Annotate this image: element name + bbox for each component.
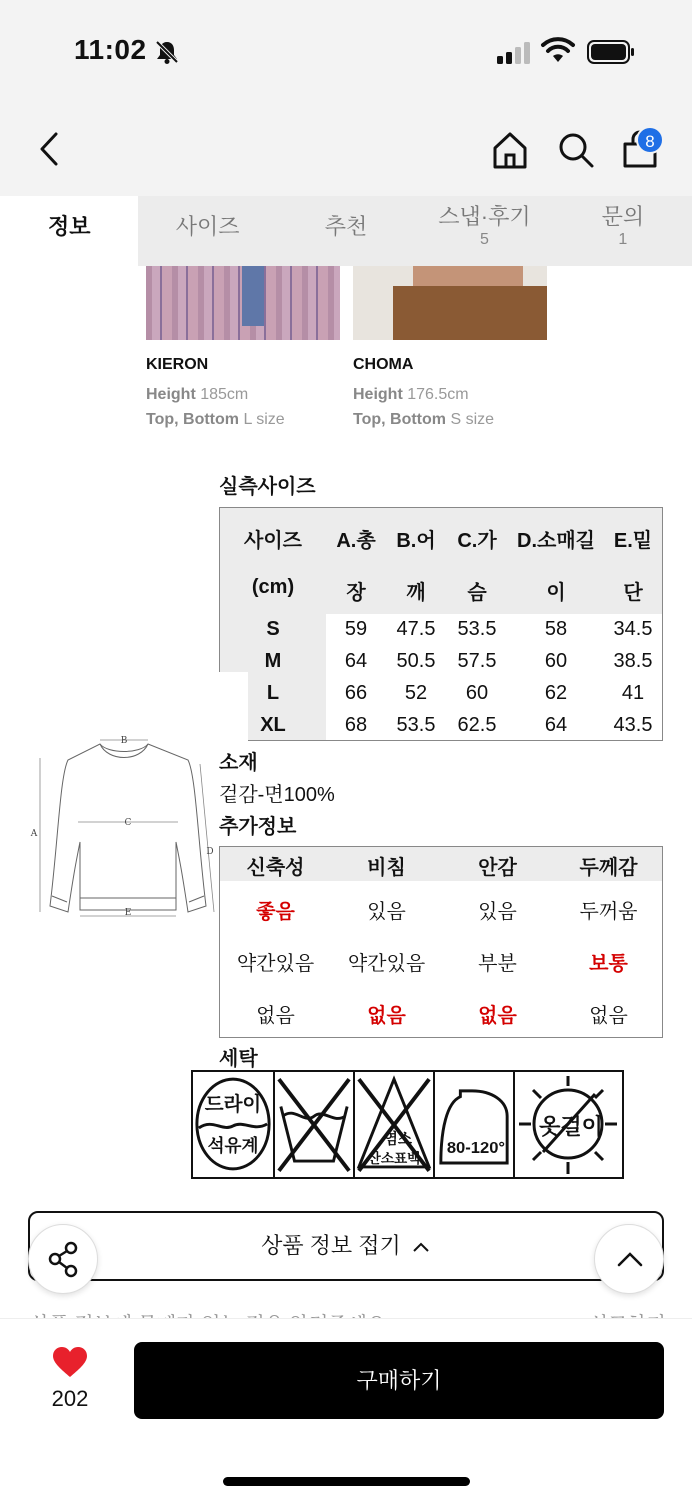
extra-cell: 약간있음 xyxy=(347,953,426,975)
extra-cell: 없음 xyxy=(589,1005,628,1027)
model-fit-value: L size xyxy=(243,411,285,428)
hanger-dry-text: 옷걸이 xyxy=(539,1114,603,1139)
size-cell: 64 xyxy=(344,650,368,672)
material-text: 겉감-면100% xyxy=(219,784,335,806)
size-cell: 47.5 xyxy=(396,618,436,640)
extra-cell-selected: 보통 xyxy=(589,953,628,975)
tab-info-label: 정보 xyxy=(47,214,91,239)
size-cell: 41 xyxy=(621,682,645,704)
size-row-label: L xyxy=(266,682,280,704)
extra-cell: 두꺼움 xyxy=(579,901,638,923)
product-tab-bar xyxy=(0,196,692,266)
size-cell: 52 xyxy=(404,682,428,704)
size-guide-sketch xyxy=(0,672,248,972)
scroll-top-button[interactable] xyxy=(594,1224,664,1294)
iron-temperature-text: 80-120° xyxy=(446,1138,506,1158)
model-height xyxy=(146,386,248,404)
size-header-cell: A.총 xyxy=(336,530,376,552)
no-tumble-dry-icon xyxy=(515,1072,621,1177)
chevron-up-icon xyxy=(595,1225,665,1295)
size-cell: 58 xyxy=(544,618,568,640)
size-cell: 60 xyxy=(544,650,568,672)
size-cell: 60 xyxy=(465,682,489,704)
model-fit-label: Top, Bottom xyxy=(353,411,447,428)
share-icon xyxy=(29,1225,99,1295)
material-title: 소재 xyxy=(219,752,258,774)
size-cell: 34.5 xyxy=(613,618,653,640)
size-header-cell: 사이즈 xyxy=(244,530,302,552)
size-header-cell: 슴 xyxy=(467,582,487,604)
model-photo-skirt xyxy=(393,286,547,340)
size-cell: 53.5 xyxy=(457,618,497,640)
chevron-up-icon xyxy=(411,1240,431,1254)
size-cell: 59 xyxy=(344,618,368,640)
tab-inquiry-label: 문의 xyxy=(601,204,645,229)
extra-cell: 없음 xyxy=(256,1005,295,1027)
cellular-signal-icon xyxy=(497,42,533,64)
search-icon[interactable] xyxy=(556,130,596,170)
model-fit-value: S size xyxy=(450,411,495,428)
model-fit-label: Top, Bottom xyxy=(146,411,240,428)
extra-cell: 약간있음 xyxy=(236,953,315,975)
size-header-cell: C.가 xyxy=(457,530,497,552)
sketch-label-c: C xyxy=(124,818,132,828)
tab-size[interactable] xyxy=(138,196,276,266)
model-photo-tie xyxy=(242,266,264,326)
size-row-label: M xyxy=(264,650,282,672)
tab-info[interactable] xyxy=(0,196,138,266)
no-bleach-top-text: 염소 xyxy=(383,1131,413,1148)
tab-recommend-label: 추천 xyxy=(324,214,368,239)
iron-icon xyxy=(435,1072,515,1177)
top-nav-bar xyxy=(0,100,692,196)
size-cell: 66 xyxy=(344,682,368,704)
no-hand-wash-icon xyxy=(275,1072,355,1177)
model-height xyxy=(353,386,469,404)
back-chevron-icon[interactable] xyxy=(36,130,60,168)
size-row-label: XL xyxy=(260,714,286,736)
size-cell: 50.5 xyxy=(396,650,436,672)
size-cell: 62 xyxy=(544,682,568,704)
bell-off-icon xyxy=(154,40,180,64)
size-header-cell: 단 xyxy=(623,582,643,604)
extra-header-cell: 비침 xyxy=(367,857,406,879)
no-bleach-bottom-text: 산소표백 xyxy=(367,1151,421,1167)
extra-header-cell: 두께감 xyxy=(579,857,638,879)
sketch-label-a: A xyxy=(30,829,38,839)
home-icon[interactable] xyxy=(490,130,530,170)
sketch-label-d: D xyxy=(206,847,214,857)
size-cell: 64 xyxy=(544,714,568,736)
size-table xyxy=(219,507,663,741)
wifi-icon xyxy=(542,38,574,64)
extra-info-title: 추가정보 xyxy=(219,816,297,838)
size-cell: 43.5 xyxy=(613,714,653,736)
collapse-label: 상품 정보 접기 xyxy=(261,1233,401,1258)
laundry-title: 세탁 xyxy=(219,1048,258,1070)
size-header-cell: E.밑 xyxy=(613,530,653,552)
size-cell: 38.5 xyxy=(613,650,653,672)
extra-cell: 부분 xyxy=(478,953,517,975)
size-header-cell: D.소매길 xyxy=(517,530,595,552)
buy-button[interactable]: 구매하기 xyxy=(134,1342,664,1419)
sketch-label-b: B xyxy=(120,736,128,746)
model-height-label: Height xyxy=(146,386,196,403)
model-fit xyxy=(353,411,494,429)
cart-count-badge: 8 xyxy=(636,126,664,154)
heart-icon[interactable] xyxy=(52,1346,88,1378)
dry-clean-top-text: 드라이 xyxy=(204,1093,262,1116)
tab-snap-review-label: 스냅·후기 xyxy=(438,204,531,229)
sweatshirt-diagram xyxy=(0,672,248,972)
size-header-cell: 깨 xyxy=(406,582,426,604)
extra-cell-selected: 좋음 xyxy=(256,901,295,923)
extra-info-table xyxy=(219,846,663,1038)
model-name: CHOMA xyxy=(353,356,414,373)
sketch-label-e: E xyxy=(124,908,132,918)
size-cell: 53.5 xyxy=(396,714,436,736)
laundry-symbols xyxy=(191,1070,624,1179)
extra-cell-selected: 없음 xyxy=(367,1005,406,1027)
extra-header-cell: 안감 xyxy=(478,857,517,879)
tab-inquiry-count: 1 xyxy=(618,231,628,248)
model-height-value: 176.5cm xyxy=(407,386,469,403)
like-count: 202 xyxy=(51,1386,89,1411)
collapse-product-info-button[interactable] xyxy=(28,1211,664,1281)
tab-snap-review[interactable] xyxy=(415,196,553,266)
size-section-title: 실측사이즈 xyxy=(219,476,316,498)
model-height-label: Height xyxy=(353,386,403,403)
size-header-cell: 장 xyxy=(346,582,366,604)
model-photo-choma[interactable] xyxy=(353,266,547,340)
share-button[interactable] xyxy=(28,1224,98,1294)
tab-size-label: 사이즈 xyxy=(175,214,240,239)
size-header-cell: B.어 xyxy=(396,530,436,552)
size-row-label: S xyxy=(266,618,280,640)
home-indicator xyxy=(223,1477,470,1486)
tab-recommend[interactable] xyxy=(277,196,415,266)
battery-icon xyxy=(587,40,635,64)
status-bar xyxy=(0,0,692,100)
size-cell: 57.5 xyxy=(457,650,497,672)
model-name: KIERON xyxy=(146,356,209,373)
size-header-cell: (cm) xyxy=(251,576,295,598)
dry-clean-bottom-text: 석유계 xyxy=(207,1135,259,1156)
model-photo-skin xyxy=(413,266,523,288)
dry-clean-icon xyxy=(193,1072,275,1177)
size-cell: 68 xyxy=(344,714,368,736)
extra-header-cell: 신축성 xyxy=(246,857,305,879)
size-cell: 62.5 xyxy=(457,714,497,736)
status-time: 11:02 xyxy=(74,34,147,65)
model-height-value: 185cm xyxy=(200,386,249,403)
extra-cell: 있음 xyxy=(478,901,517,923)
extra-cell-selected: 없음 xyxy=(478,1005,517,1027)
model-photo-kieron[interactable] xyxy=(146,266,340,340)
no-bleach-icon xyxy=(355,1072,435,1177)
extra-cell: 있음 xyxy=(367,901,406,923)
tab-inquiry[interactable] xyxy=(554,196,692,266)
model-fit xyxy=(146,411,285,429)
tab-snap-review-count: 5 xyxy=(479,231,489,248)
size-header-cell: 이 xyxy=(546,582,566,604)
